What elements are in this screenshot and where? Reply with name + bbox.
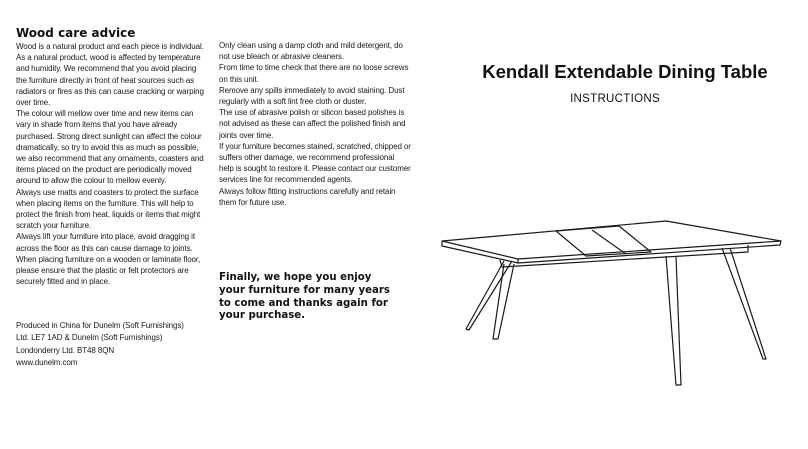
wood-care-paragraph: Always lift your furniture into place, avoid dragging it across the floor as this can cause damage to joints.: [16, 232, 195, 253]
wood-care-paragraph: Always use matts and coasters to protect the surface when placing items on the furniture. This will help to protect the finish from heat, liquids or items that might scratch your furniture.: [16, 187, 201, 231]
cleaning-advice-column: [219, 40, 411, 208]
wood-care-paragraph: Wood is a natural product and each piece is individual.: [16, 42, 204, 51]
table-top: [442, 221, 781, 263]
cleaning-paragraph: Always follow fitting instructions carefully and retain them for future use.: [219, 186, 396, 207]
product-title: Kendall Extendable Dining Table: [482, 61, 768, 82]
instructions-subtitle: INSTRUCTIONS: [570, 93, 660, 105]
website-line: www.dunelm.com: [16, 358, 78, 368]
closing-message: Finally, we hope you enjoy your furniture for many years to come and thanks again for your purchase.: [219, 272, 390, 322]
wood-care-column: [16, 26, 206, 287]
dining-table-illustration: [438, 215, 783, 405]
wood-care-heading: Wood care advice: [16, 26, 136, 40]
address-line: Londonderry Ltd. BT48 8QN: [16, 345, 115, 355]
address-line: Produced in China for Dunelm (Soft Furnishings): [16, 321, 184, 330]
cleaning-paragraph: If your furniture becomes stained, scratched, chipped or suffers other damage, we recommend professional help is sought to restore it. Please contact our customer services line for recommended agents.: [219, 141, 411, 185]
table-leg-front-right: [666, 256, 681, 385]
cleaning-paragraph: The use of abrasive polish or silicon based polishes is not advised as these can affect the polished finish and joints over time.: [219, 108, 406, 140]
wood-care-paragraph: As a natural product, wood is affected by temperature and humidity. We recommend that you avoid placing the furniture directly in front of heat sources such as radiators or fires as this can cause cracking or warping over time.: [16, 53, 204, 108]
manufacturer-address: [16, 320, 206, 370]
table-leg-back-right: [722, 248, 766, 359]
table-leg-back-left: [466, 261, 512, 330]
cleaning-paragraph: Remove any spills immediately to avoid staining. Dust regularly with a soft lint free cloth or duster.: [219, 85, 405, 107]
address-line: Ltd. LE7 1AD & Dunelm (Soft Furnishings): [16, 333, 163, 343]
wood-care-paragraph: The colour will mellow over time and new items can vary in shade from items that you have already purchased. Strong direct sunlight can affect the colour dramatically, so try to avoid this as much as possible, we also recommend that any ornaments, coasters and items placed on the product are periodically moved around to allow the colour to mellow evenly.: [16, 109, 204, 186]
cleaning-paragraph: From time to time check that there are no loose screws on this unit.: [219, 63, 409, 84]
cleaning-paragraph: Only clean using a damp cloth and mild detergent, do not use bleach or abrasive cleaners.: [219, 41, 403, 62]
wood-care-paragraph: When placing furniture on a wooden or laminate floor, please ensure that the plastic or felt protectors are securely fitted and in place.: [16, 254, 201, 287]
